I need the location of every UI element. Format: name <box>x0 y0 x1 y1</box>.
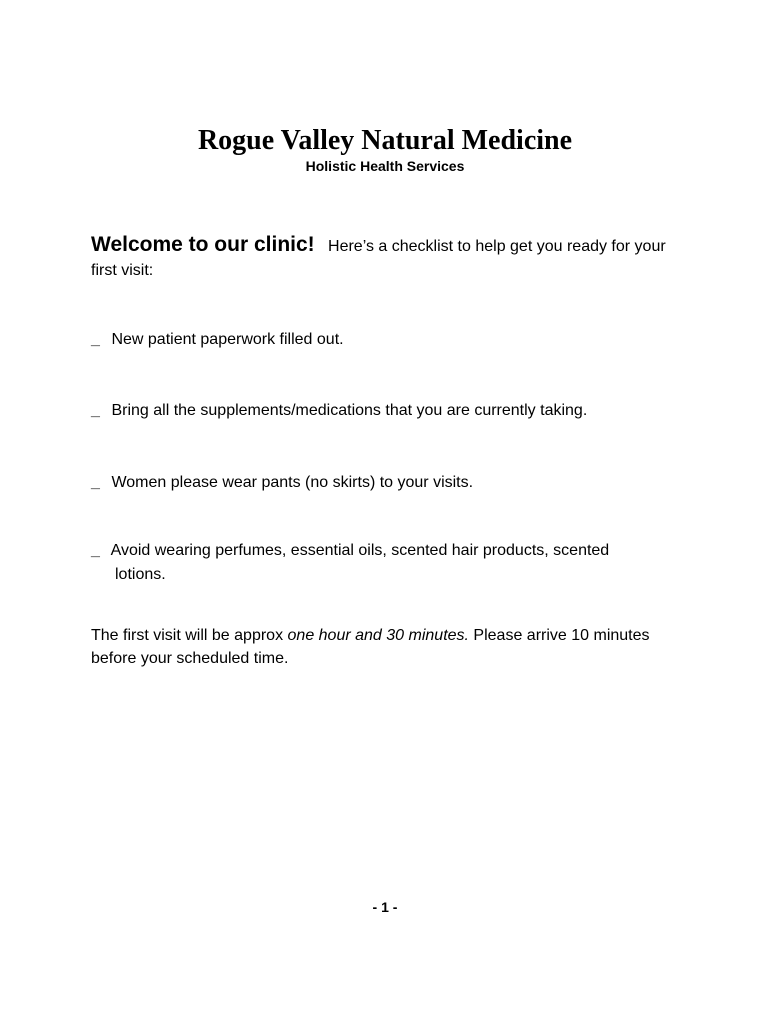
checkbox-blank-mark: _ <box>91 474 100 491</box>
organization-name: Rogue Valley Natural Medicine <box>197 125 573 156</box>
checklist-item-text: Avoid wearing perfumes, essential oils, scented hair products, scented <box>110 542 610 559</box>
welcome-paragraph <box>91 233 691 283</box>
note-text-part1: The first visit will be approx <box>91 627 288 644</box>
page-number: - 1 - <box>372 899 398 915</box>
checkbox-blank-mark: _ <box>91 542 100 559</box>
checklist-item <box>91 399 691 423</box>
visit-duration-note <box>91 624 671 670</box>
checklist-item-text: New patient paperwork filled out. <box>111 331 344 348</box>
checklist-item-text: Bring all the supplements/medications that you are currently taking. <box>111 402 588 419</box>
checklist-item <box>91 328 691 352</box>
note-emphasis: one hour and 30 minutes. <box>287 627 469 644</box>
welcome-text-spacer <box>319 238 323 255</box>
welcome-text: Here’s a checklist to help get you ready for your first visit: <box>91 238 666 279</box>
organization-subtitle: Holistic Health Services <box>305 158 465 174</box>
checklist-item-text: Women please wear pants (no skirts) to your visits. <box>111 474 474 491</box>
checklist-item <box>91 471 691 495</box>
note-text-part2: Please arrive 10 minutes before your scheduled time. <box>91 627 650 667</box>
checklist-item-continuation: lotions. <box>115 566 166 583</box>
checkbox-blank-mark: _ <box>91 402 100 419</box>
checkbox-blank-mark: _ <box>91 331 100 348</box>
checklist-item <box>91 539 691 587</box>
welcome-heading: Welcome to our clinic! <box>91 233 315 256</box>
